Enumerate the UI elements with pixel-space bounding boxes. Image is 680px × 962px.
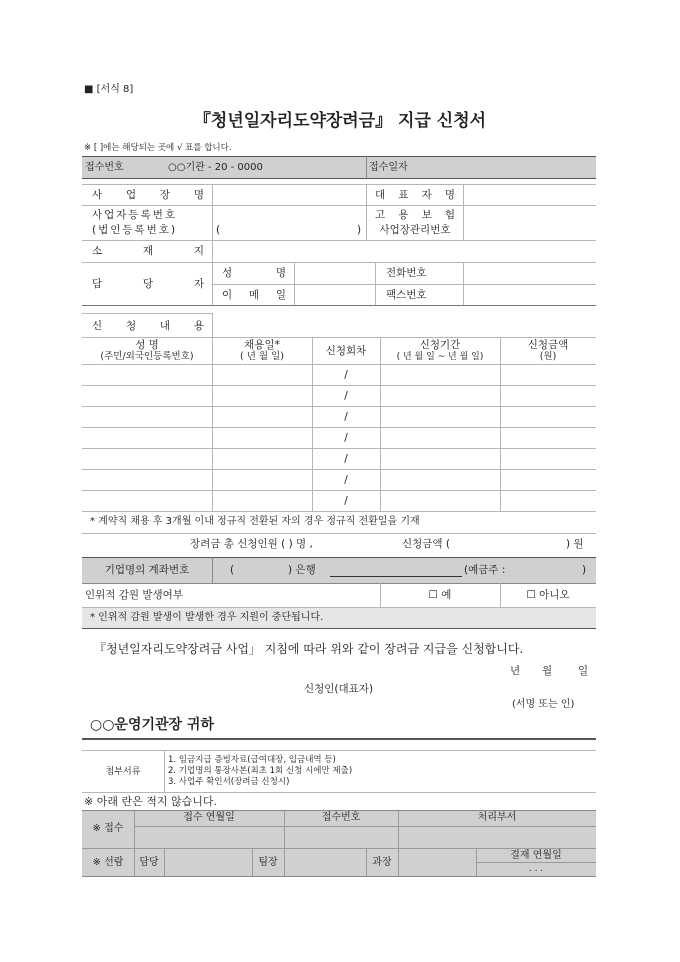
office-note: ※ 아래 란은 적지 않습니다. — [84, 795, 217, 808]
table-row-times: / — [344, 369, 348, 381]
processing-dept-field[interactable] — [399, 827, 595, 847]
attachment-item: 1. 임금지급 증빙자료(급여대장, 입금내역 등) — [168, 755, 336, 765]
team-lead-signature-field[interactable] — [285, 849, 365, 875]
receipt-number-label: 접수번호 — [85, 162, 124, 173]
date-year: 년 — [510, 665, 521, 677]
insurance-number-field[interactable] — [465, 206, 595, 239]
col-period: 신청기간 — [419, 339, 461, 351]
total-amount-unit: ) 원 — [566, 538, 584, 550]
date-day: 일 — [578, 665, 589, 677]
attachment-item: 3. 사업주 확인서(장려금 신청시) — [168, 777, 290, 787]
fax-field[interactable] — [465, 285, 595, 304]
bank-name-field[interactable] — [238, 560, 286, 578]
bank-paren-close: ) 은행 — [288, 564, 316, 576]
holder-open: (예금주 : — [464, 564, 506, 576]
manager-label: 담 당 자 — [92, 278, 204, 290]
col-amount-sub: (원) — [539, 351, 557, 362]
application-section-label: 신 청 내 용 — [92, 320, 204, 332]
manager-signature-field[interactable] — [399, 849, 475, 875]
attachment-item: 2. 기업명의 통장사본(최초 1회 신청 시에만 제출) — [168, 766, 353, 776]
corp-reg-label: (법인등록번호) — [92, 224, 178, 236]
applicant-label: 신청인(대표자) — [304, 683, 374, 695]
declaration-text: 『청년일자리도약장려금 사업」 지침에 따라 위와 같이 장려금 지급을 신청합니다. — [94, 642, 524, 656]
table-row-times: / — [344, 474, 348, 486]
receipt-date-field[interactable] — [135, 827, 283, 847]
page-title: 『청년일자리도약장려금』 지급 신청서 — [193, 111, 487, 131]
reduction-yes-checkbox[interactable]: ☐ 예 — [428, 589, 452, 601]
office-staff-label: 담당 — [139, 857, 159, 868]
reduction-no-checkbox[interactable]: ☐ 아니오 — [526, 589, 570, 601]
office-receipt-number: 접수번호 — [321, 812, 361, 823]
location-label: 소 재 지 — [92, 245, 204, 257]
location-field[interactable] — [214, 241, 594, 261]
fax-label: 팩스번호 — [386, 289, 427, 301]
holder-close: ) — [582, 564, 587, 576]
representative-field[interactable] — [465, 185, 595, 204]
recipient-divider — [82, 738, 596, 740]
table-row-times: / — [344, 453, 348, 465]
col-amount: 신청금액 — [527, 339, 569, 351]
col-period-sub: ( 년 월 일 ~ 년 월 일) — [396, 352, 484, 362]
corp-reg-paren-close: ) — [357, 224, 362, 236]
date-month: 월 — [542, 665, 553, 677]
table-row-times: / — [344, 432, 348, 444]
business-name-field[interactable] — [214, 185, 364, 204]
business-name-label: 사 업 장 명 — [92, 189, 204, 201]
table-row-times: / — [344, 411, 348, 423]
insurance-label-2: 사업장관리번호 — [379, 224, 451, 236]
table-row-times: / — [344, 495, 348, 507]
account-holder-field[interactable] — [524, 560, 580, 578]
office-approval-date-label: 결재 연월일 — [510, 850, 562, 861]
receipt-row — [82, 156, 596, 178]
check-note: ※ [ ]에는 해당되는 곳에 √ 표를 합니다. — [84, 143, 232, 153]
signature-label: (서명 또는 인) — [512, 699, 575, 710]
manager-name-field[interactable] — [296, 263, 374, 283]
reduction-note: * 인위적 감원 발생이 발생한 경우 지원이 중단됩니다. — [90, 612, 324, 623]
total-amount-label: 신청금액 ( — [402, 538, 451, 550]
total-people-label: 장려금 총 신청인원 ( ) 명 , — [190, 538, 313, 550]
email-label: 이 메 일 — [222, 289, 286, 301]
table-row-times: / — [344, 390, 348, 402]
reduction-label: 인위적 감원 발생여부 — [85, 589, 183, 601]
office-receipt-label: ※ 접수 — [92, 823, 124, 834]
phone-label: 전화번호 — [386, 267, 427, 279]
attachments-label: 첨부서류 — [105, 767, 141, 777]
staff-signature-field[interactable] — [165, 849, 251, 875]
col-name: 성 명 — [135, 339, 159, 351]
office-processing-dept: 처리부서 — [477, 812, 517, 823]
col-times: 신청회차 — [325, 345, 367, 357]
receipt-number-field[interactable] — [285, 827, 397, 847]
manager-name-label: 성 명 — [222, 267, 286, 279]
col-hire-sub: ( 년 월 일) — [239, 351, 284, 362]
receipt-number-value: ○○기관 - 20 - 0000 — [168, 162, 263, 173]
form-code: ■ [서식 8] — [84, 84, 134, 95]
bank-paren-open: ( — [230, 564, 235, 576]
application-footnote: * 계약직 채용 후 3개월 이내 정규직 전환된 자의 경우 정규직 전환일을 기재 — [90, 516, 420, 527]
representative-label: 대 표 자 명 — [375, 189, 455, 201]
account-label: 기업명의 계좌번호 — [104, 564, 190, 576]
col-hire: 채용일* — [244, 339, 280, 351]
phone-field[interactable] — [465, 263, 595, 283]
insurance-label-1: 고 용 보 험 — [375, 209, 455, 221]
office-manager-label: 과장 — [372, 857, 392, 868]
office-receipt-date: 접수 연월일 — [183, 812, 235, 823]
office-team-lead-label: 팀장 — [258, 857, 278, 868]
business-reg-label: 사업자등록번호 — [92, 209, 178, 221]
office-approval-label: ※ 선람 — [92, 857, 124, 868]
recipient-label: ○○운영기관장 귀하 — [90, 717, 214, 733]
email-field[interactable] — [296, 285, 374, 304]
col-name-sub: (주민/외국인등록번호) — [100, 351, 194, 362]
business-reg-field[interactable] — [214, 206, 364, 239]
receipt-date-label: 접수일자 — [369, 162, 408, 173]
corp-reg-paren-open: ( — [216, 224, 221, 236]
office-approval-date-dots: . . . — [528, 864, 544, 874]
account-number-field[interactable] — [330, 576, 462, 577]
